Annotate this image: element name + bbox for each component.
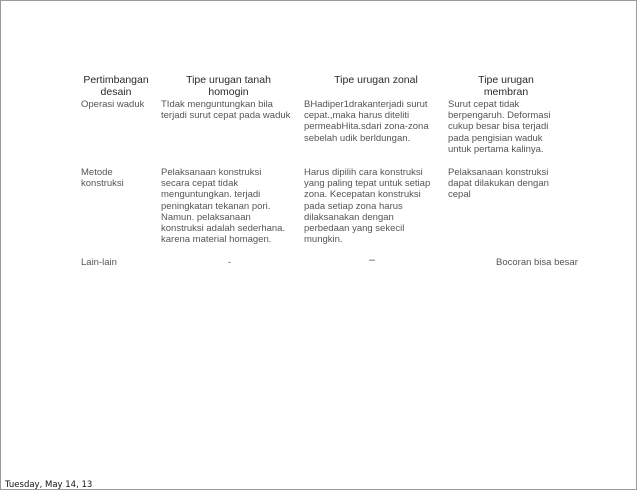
cell-lain-homogin: - bbox=[228, 257, 232, 268]
header-tipe-urugan-membran: Tipe urugan membran bbox=[478, 74, 534, 98]
cell-metode-zonal: Harus dipilih cara konstruksi yang paling tepat untuk setiap zona. Kecepatan konstruksi pada setiap zona harus dilaksanakan dengan perbedaan yang sekecil mungkin. bbox=[304, 167, 431, 246]
header-tipe-urugan-tanah-homogin: Tipe urugan tanah homogin bbox=[186, 74, 271, 98]
cell-lain-zonal: – bbox=[369, 254, 376, 266]
cell-operasi-homogin: TIdak menguntungkan bila terjadi surut cepat pada waduk bbox=[161, 99, 291, 122]
cell-metode-membran: Pelaksanaan konstruksi dapat dilakukan dengan cepal bbox=[448, 167, 549, 201]
cell-operasi-zonal: BHadiper1drakanterjadi surut cepat.,maka harus diteliti permeabHita.sdari zona-zona sebelah udik berldungan. bbox=[304, 99, 429, 144]
footer-date: Tuesday, May 14, 13 bbox=[5, 480, 93, 490]
header-tipe-urugan-zonal: Tipe urugan zonal bbox=[334, 74, 418, 86]
header-pertimbangan-desain: Pertimbangan desain bbox=[83, 74, 149, 98]
cell-operasi-membran: Surut cepat tidak berpengaruh. Deformasi cukup besar bisa terjadi pada pengisian waduk untuk pertama kalinya. bbox=[448, 99, 551, 155]
row-label-metode-konstruksi: Metode konstruksi bbox=[81, 167, 124, 190]
cell-lain-membran: Bocoran bisa besar bbox=[496, 257, 578, 268]
row-label-operasi-waduk: Operasi waduk bbox=[81, 99, 145, 110]
cell-metode-homogin: Pelaksanaan konstruksi secara cepat tidak menguntungkan. terjadi peningkatan tekanan pori. Namun. pelaksanaan konstruksi adalah sederhana. karena material homagen. bbox=[161, 167, 286, 246]
row-label-lain-lain: Lain-lain bbox=[81, 257, 117, 268]
